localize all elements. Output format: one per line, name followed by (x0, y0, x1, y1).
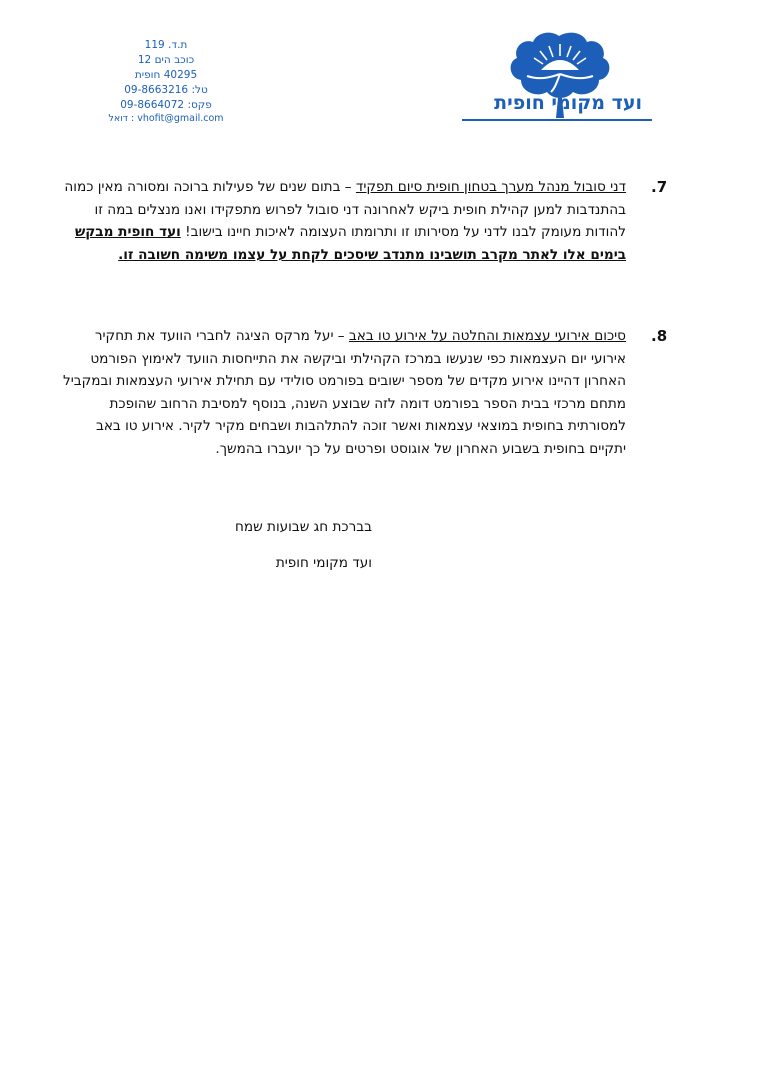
item-body: – בתום שנים של פעילות ברוכה ומסורה מאין כמוה בהתנדבות למען קהילת חופית ביקש לאחרונה דני סובול לפרוש מתפקידו ואנו מנצלים במה זו להודות מעומק לבנו לדני על מסירותו זו ותרומתו העצומה לאיכות חיינו בישוב! (64, 179, 626, 240)
closing-signature: ועד מקומי חופית (275, 555, 372, 571)
closing-greeting: בברכת חג שבועות שמח (234, 519, 372, 535)
po-box: ת.ד. 119 (144, 39, 188, 51)
item-number: .7 (651, 178, 668, 196)
email: vhofit@gmail.com : דואל (108, 113, 224, 124)
item-number: .8 (651, 327, 668, 345)
org-name: ועד מקומי חופית (494, 92, 642, 114)
item-body: – יעל מרקס הציגה לחברי הוועד את תחקיר אירועי יום העצמאות כפי שנעשו במרכז הקהילתי וביקשה את התייחסות הוועד לאימוץ הפורמט האחרון דהיינו אירוע מקדים של מספר ישובים בפורמט סולידי עם תחילת אירועי העצמאות ובמקביל מתחם מרכזי בבית הספר בפורמט דומה לזה שבוצע השנה, בנוסף למסיבת הרחוב שהופכת למסורתית בחופית במוצאי עצמאות ואשר זוכה להתלהבות ושבחים מקיר לקיר. אירוע טו באב יתקיים בחופית בשבוע האחרון של אוגוסט ופרטים על כך יועברו בהמשך. (63, 328, 626, 457)
phone: טל: 09-8663216 (124, 84, 208, 96)
fax: פקס: 09-8664072 (120, 99, 212, 111)
item-title: סיכום אירועי עצמאות והחלטה על אירוע טו באב (348, 328, 626, 344)
contact-block (100, 38, 232, 125)
list-item (60, 325, 626, 460)
header-divider (462, 119, 652, 121)
item-emphasis: ועד חופית מבקש בימים אלו לאתר מקרב תושבינו מתנדב שיסכים לקחת על עצמו משימה חשובה זו. (74, 224, 626, 263)
item-title: דני סובול מנהל מערך בטחון חופית סיום תפקיד (355, 179, 626, 195)
paragraph (60, 325, 626, 460)
zip-city: 40295 חופית (134, 69, 198, 81)
paragraph (60, 176, 626, 266)
list-item (60, 176, 626, 266)
street-address: כוכב הים 12 (137, 54, 195, 66)
